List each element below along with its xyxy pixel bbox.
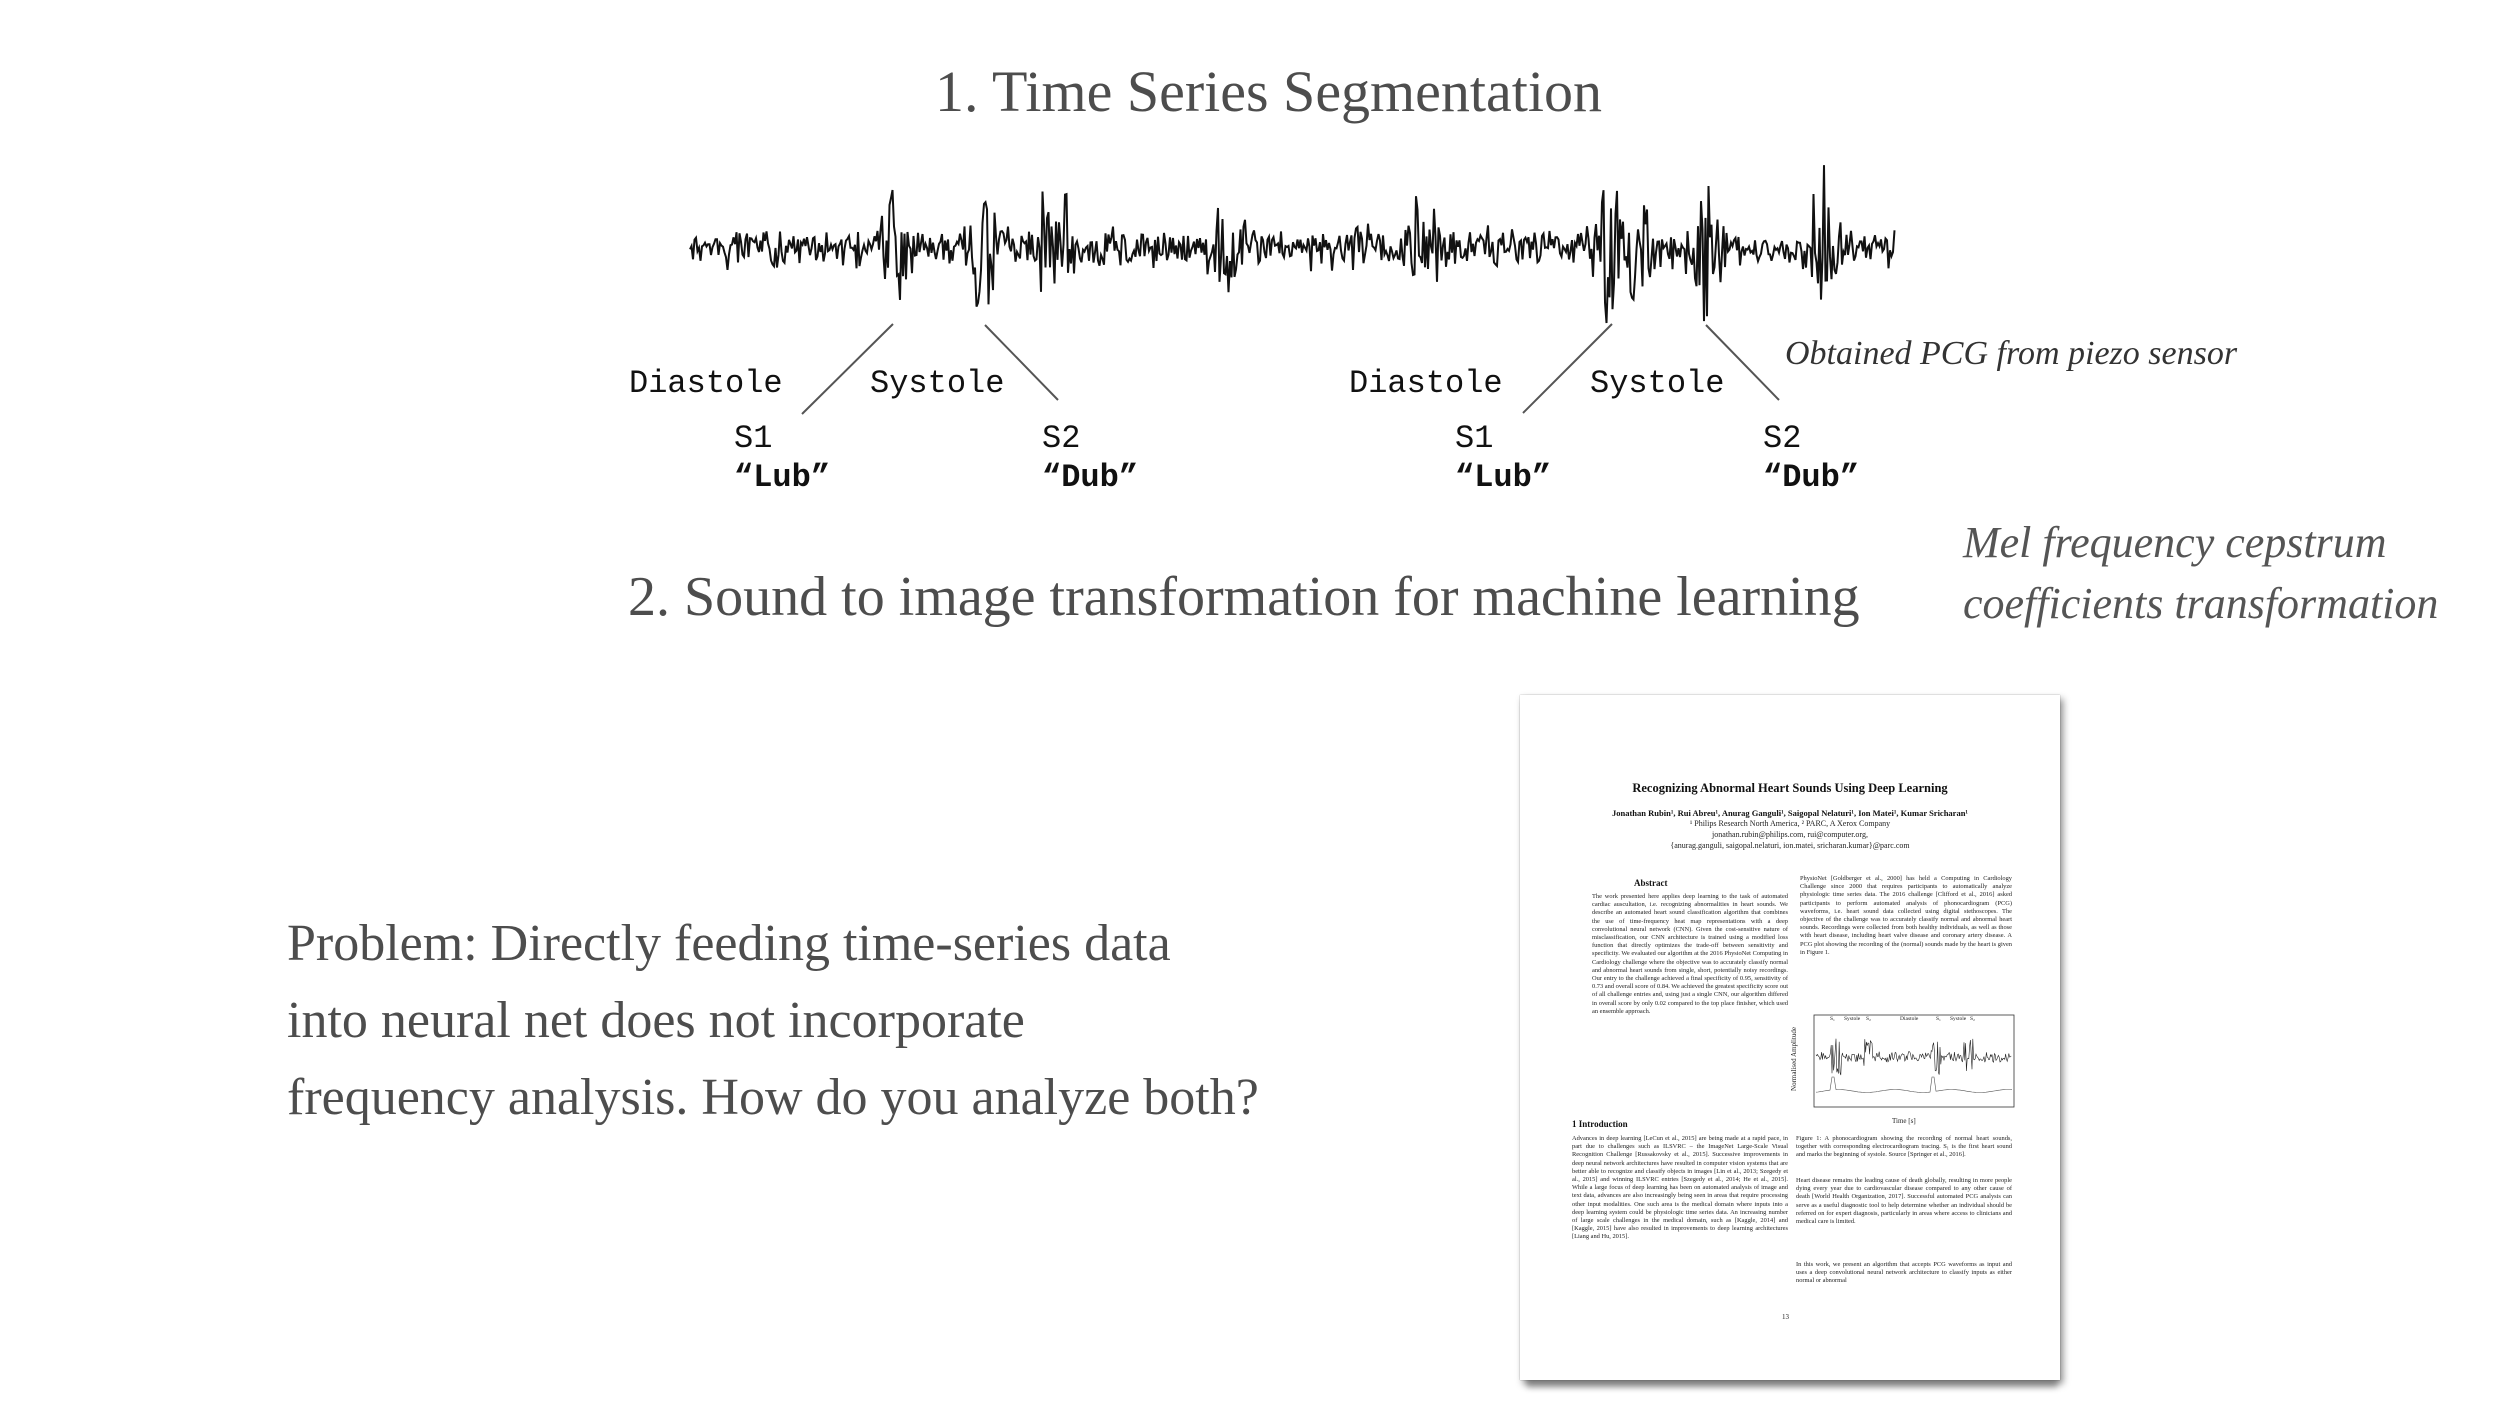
paper-figure-label: S₁ (1936, 1016, 1941, 1022)
paper-figure-label: S₂ (1970, 1016, 1975, 1022)
s1-label: S1 (734, 420, 773, 457)
paper-email: {anurag.ganguli, saigopal.nelaturi, ion.matei, sricharan.kumar}@parc.com (1670, 841, 1910, 850)
paper-figure-ylabel: Normalised Amplitude (1789, 1027, 1798, 1091)
systole-label: Systole (870, 365, 1005, 402)
paper-figure-pcg-trace (1816, 1039, 2011, 1075)
s1-sound-label: “Lub” (734, 459, 831, 496)
paper-title: Recognizing Abnormal Heart Sounds Using Deep Learning (1632, 781, 1948, 795)
paper-figure-xlabel: Time [s] (1892, 1117, 1916, 1125)
section-heading-segmentation: 1. Time Series Segmentation (935, 59, 1602, 124)
paper-figure (1789, 1013, 2018, 1125)
paper-authors: Jonathan Rubin¹, Rui Abreu¹, Anurag Ganguli¹, Saigopal Nelaturi¹, Ion Matei¹, Kumar Sricharan¹ (1612, 808, 1968, 818)
s2-label: S2 (1042, 420, 1081, 457)
paper-figure-plot (1796, 1013, 2018, 1117)
segment-connector-lines (0, 0, 2500, 520)
problem-line: frequency analysis. How do you analyze both? (287, 1069, 1259, 1126)
paper-figure-frame (1814, 1015, 2014, 1107)
diastole-label: Diastole (1349, 365, 1503, 402)
paper-thumbnail (1520, 695, 2060, 1380)
s2-sound-label: “Dub” (1763, 459, 1860, 496)
paper-abstract-heading: Abstract (1634, 878, 1668, 888)
paper-affiliation: ¹ Philips Research North America, ² PARC, A Xerox Company (1689, 819, 1891, 828)
paper-right-column: Heart disease remains the leading cause of death globally, resulting in more people dying every year due to cardiovascular disease compared to any other cause of death [World Health Organization, 2017]. Successful automated PCG analysis can serve as a useful diagnostic tool to help determine whether an individual should be referred on for expert diagnosis, particularly in areas where access to clinicians and medical care is limited. (1796, 1177, 2012, 1226)
s1-label: S1 (1455, 420, 1494, 457)
paper-figure-label: S₁ (1830, 1016, 1835, 1022)
paper-intro: Advances in deep learning [LeCun et al., 2015] are being made at a rapid pace, in part due to challenges such as ILSVRC – the ImageNet Large-Scale Visual Recognition Challenge [Russakovsky et al., 2015]. Successive improvements in deep neural network architectures have resulted in computer vision systems that are better able to recognize and classify objects in images [Lin et al., 2013; Szegedy et al., 2015] and winning ILSVRC entries [Szegedy et al., 2014; He et al., 2015]. While a large focus of deep learning has been on automated analysis of image and text data, advances are also increasingly being seen in areas that require processing other input modalities. One such area is the medical domain where inputs into a deep learning system could be physiologic time series data. An increasing number of large scale challenges in the medical domain, such as [Kaggle, 2014] and [Kaggle, 2015] have also resulted in improvements to deep learning architectures [Liang and Hu, 2015]. (1572, 1135, 1788, 1241)
diastole-label: Diastole (629, 365, 783, 402)
pcg-caption: Obtained PCG from piezo sensor (1785, 335, 2238, 372)
paper-intro-heading: 1 Introduction (1572, 1119, 1628, 1129)
section-heading-transformation: 2. Sound to image transformation for machine learning (628, 566, 1860, 628)
mfcc-note-line: Mel frequency cepstrum (1963, 518, 2387, 567)
paper-figure-caption: Figure 1: A phonocardiogram showing the recording of normal heart sounds, together with corresponding electrocardiogram tracing. S₁ is the first heart sound and marks the beginning of systole. Source [Springer et al., 2016]. (1796, 1135, 2012, 1159)
problem-statement (287, 905, 1407, 1136)
paper-figure-ecg-trace (1816, 1077, 2012, 1093)
systole-label: Systole (1590, 365, 1725, 402)
paper-figure-label: Systole (1950, 1016, 1967, 1022)
paper-figure-label: S₂ (1866, 1016, 1871, 1022)
paper-abstract: The work presented here applies deep learning to the task of automated cardiac auscultation, i.e. recognizing abnormalities in heart sounds. We describe an automated heart sound classification algorithm that combines the use of time-frequency heat map representations with a deep convolutional neural network (CNN). Given the cost-sensitive nature of misclassification, our CNN architecture is trained using a modified loss function that directly optimizes the trade-off between sensitivity and specificity. We evaluated our algorithm at the 2016 PhysioNet Computing in Cardiology challenge where the objective was to accurately classify normal and abnormal heart sounds from single, short, potentially noisy recordings. Our entry to the challenge achieved a final specificity of 0.95, sensitivity of 0.73 and overall score of 0.84. We achieved the greatest specificity score out of all challenge entries and, using just a single CNN, our algorithm differed in overall score by only 0.02 compared to the top place finisher, which used an ensemble approach. (1592, 893, 1788, 1015)
s2-sound-label: “Dub” (1042, 459, 1139, 496)
paper-figure-label: Diastole (1900, 1016, 1919, 1022)
mfcc-note-line: coefficients transformation (1963, 579, 2439, 628)
paper-email: jonathan.rubin@philips.com, rui@computer.org, (1712, 830, 1868, 839)
paper-right-column: PhysioNet [Goldberger et al., 2000] has held a Computing in Cardiology Challenge since 2000 that requires participants to automatically analyze physiologic time series data. The 2016 challenge [Clifford et al., 2016] asked participants to perform automated analysis of phonocardiogram (PCG) waveforms, i.e. heart sound data collected using digital stethoscopes. The objective of the challenge was to accurately classify normal and abnormal heart sounds. Recordings were collected from both healthy individuals, as well as those with heart disease, including heart valve disease and coronary artery disease. A PCG plot showing the recording of the (normal) sounds made by the heart is given in Figure 1. (1800, 875, 2012, 956)
mfcc-note (1963, 512, 2438, 634)
s2-label: S2 (1763, 420, 1802, 457)
paper-right-column: In this work, we present an algorithm that accepts PCG waveforms as input and uses a deep convolutional neural network architecture to classify inputs as either normal or abnormal (1796, 1261, 2012, 1285)
problem-line: Problem: Directly feeding time-series data (287, 915, 1171, 972)
s1-sound-label: “Lub” (1455, 459, 1552, 496)
paper-page-number: 13 (1782, 1313, 1789, 1321)
paper-figure-label: Systole (1844, 1016, 1861, 1022)
problem-line: into neural net does not incorporate (287, 992, 1025, 1049)
